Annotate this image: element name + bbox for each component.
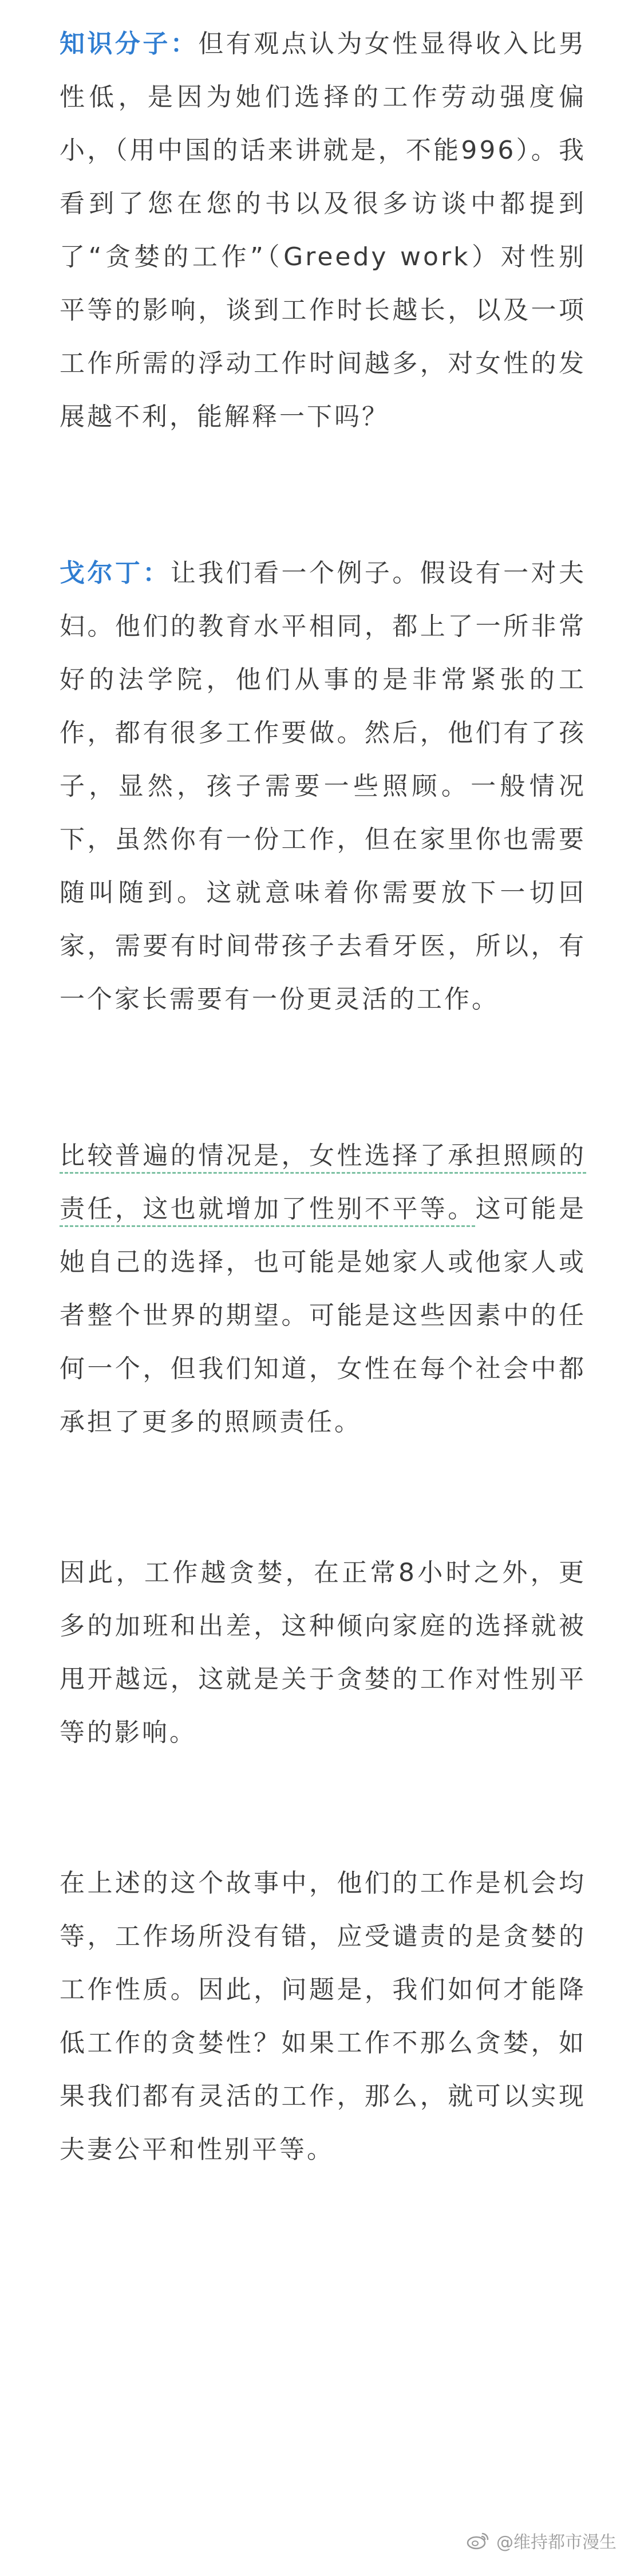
paragraph-text: 因此，工作越贪婪，在正常8小时之外，更多的加班和出差，这种倾向家庭的选择就被甩开越远，这就是关于贪婪的工作对性别平等的影响。 [60,1558,586,1747]
watermark-text: @维持都市漫生 [496,2532,617,2553]
watermark [467,2528,617,2553]
speaker-label-goldin: 戈尔丁： [60,559,171,588]
paragraph-greedy-work [60,1546,586,1759]
article-body [60,17,586,2176]
paragraph-text: 但有观点认为女性显得收入比男性低，是因为她们选择的工作劳动强度偏小，（用中国的话来讲就是，不能996）。我看到了您在您的书以及很多访谈中都提到了“贪婪的工作”（Greedy work）对性别平等的影响，谈到工作时长越长，以及一项工作所需的浮动工作时间越多，对女性的发展越不利，能解释一下吗？ [60,29,587,431]
weibo-icon [467,2531,489,2550]
paragraph-answer [60,546,586,1026]
highlighted-sentence: 比较普遍的情况是，女性选择了承担照顾的责任，这也就增加了性别不平等。 [60,1141,586,1224]
paragraph-text: 这可能是她自己的选择，也可能是她家人或他家人或者整个世界的期望。可能是这些因素中的任何一个，但我们知道，女性在每个社会中都承担了更多的照顾责任。 [60,1194,587,1437]
paragraph-conclusion [60,1857,586,2176]
paragraph-text: 让我们看一个例子。假设有一对夫妇。他们的教育水平相同，都上了一所非常好的法学院，他们从事的是非常紧张的工作，都有很多工作要做。然后，他们有了孩子，显然，孩子需要一些照顾。一般情况下，虽然你有一份工作，但在家里你也需要随叫随到。这就意味着你需要放下一切回家，需要有时间带孩子去看牙医，所以，有一个家长需要有一份更灵活的工作。 [60,559,587,1014]
paragraph-question [60,17,586,443]
paragraph-text: 在上述的这个故事中，他们的工作是机会均等，工作场所没有错，应受谴责的是贪婪的工作性质。因此，问题是，我们如何才能降低工作的贪婪性？如果工作不那么贪婪，如果我们都有灵活的工作，那么，就可以实现夫妻公平和性别平等。 [60,1869,586,2164]
speaker-label-zhishifenzi: 知识分子： [60,29,199,58]
paragraph-caregiving [60,1129,586,1449]
